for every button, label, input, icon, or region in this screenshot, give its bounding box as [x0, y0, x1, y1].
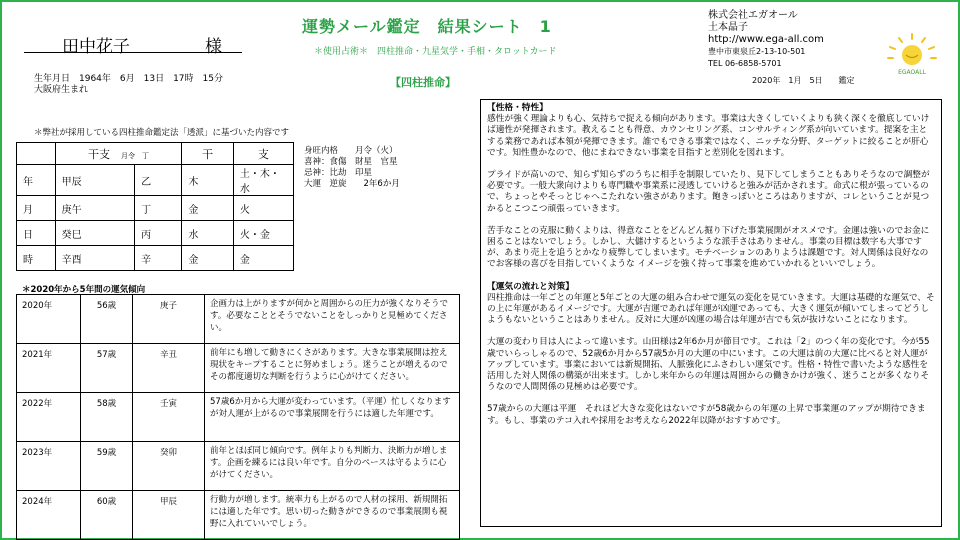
divination-methods: ＊使用占術＊ 四柱推命・九星気学・手相・タロットカード: [314, 47, 557, 57]
section-title: 【四柱推命】: [390, 76, 456, 89]
header-shi: 支: [233, 143, 293, 165]
pillar-row-day: 日 癸巳 丙 水 火・金: [17, 221, 294, 246]
sun-logo-icon: [884, 32, 940, 78]
fortune-row: 2023年 59歳 癸卯 前年とほぼ同じ傾向です。例年よりも判断力、決断力が増します。企画を練るには良い年です。自分のペースは守るように心がけてください。: [17, 442, 460, 491]
client-name: 田中花子: [62, 37, 130, 57]
fortune-flow-paragraph: 57歳からの大運は平運 それほど大きな変化はないですが58歳からの年運の上昇で事業運のアップが期待できます。もし、事業のテコ入れや採用をお考えなら2022年以降がおすすめです。: [487, 404, 926, 426]
personality-heading: 【性格・特性】: [487, 103, 548, 113]
company-info: [708, 10, 824, 70]
fortune-flow-heading: 【運気の流れと対策】: [487, 281, 574, 292]
birth-place: 大阪府生まれ: [34, 85, 89, 95]
pillar-info: 身旺内格 月令（火） 喜神：食傷 財星 官星 忌神：比劫 印星 大運 逆旋 2年6か月: [304, 146, 400, 189]
company-address: 豊中市東泉丘2-13-10-501: [708, 47, 806, 56]
personality-paragraph: プライドが高いので、知らず知らずのうちに相手を制限していたり、見下してしまうこともありそうなので調整が必要です。一般大衆向けよりも専門職や事業系に浸透していけると強みが活かされます。命式に根が張っているので、ちょっとやそっとじゃへこたれない強さがあります。飽きっぽいところはありますが、コレということが見つかるとこつこつ頑張っていきます。: [487, 170, 930, 214]
fortune-row: 2020年 56歳 庚子 企画力は上がりますが何かと周囲からの圧力が強くなりそうです。必要なこととそうでないことをしっかりと見極めてください。: [17, 295, 460, 344]
fortune-row: 2021年 57歳 辛丑 前年にも増して動きにくさがあります。大きな事業展開は控え現状をキープすることに努めましょう。迷うことが増えるのでその都度適切な判断を行うように心がけてください。: [17, 344, 460, 393]
birth-datetime: 生年月日 1964年 6月 13日 17時 15分: [34, 74, 223, 84]
honorific: 様: [205, 37, 222, 57]
four-pillars-table: [16, 142, 294, 271]
company-name: 株式会社エガオール: [708, 10, 798, 21]
fortune-row: 2024年 60歳 甲辰 行動力が増します。統率力も上がるので人材の採用、新規開拓には適した年です。思い切った動きができるので事業展開も視野に入れていいでしょう。: [17, 491, 460, 540]
method-note: ＊弊社が採用している四柱推命鑑定法「透派」に基づいた内容です: [34, 128, 290, 138]
personality-paragraph: 感性が強く理論よりも心、気持ちで捉える傾向があります。事業は大きくしていくよりも狭く深くを徹底していけば適性が発揮されます。教えることも得意、カウンセリング系、コンサルティング系が向いています。提案を主とする業務であれば本領が発揮できます。誰でもできる事業ではなく、ニッチな分野、ターゲットに絞ることが肝心です。知性豊かなので、他にまねできない事業を目指すと差別化を図れます。: [487, 114, 930, 158]
fortune-flow-paragraph: 四柱推命は一年ごとの年運と5年ごとの大運の組み合わせで運気の変化を見ていきます。大運は基礎的な運気で、その上に年運があるイメージです。大運が吉運であれば年運が凶運であっても、大きく運気が傾いてしまってどうしようもないということはありません。反対に大運が凶運の場合は年運が吉でも気が抜けないことになります。: [487, 292, 935, 326]
company-person: 土本晶子: [708, 22, 748, 33]
svg-text:EGAOALL: EGAOALL: [898, 69, 926, 76]
pillar-row-hour: 時 辛酉 辛 金 金: [17, 246, 294, 271]
personality-paragraph: 苦手なことの克服に動くよりは、得意なことをどんどん掘り下げた事業展開がオスメです。金運は強いのでお金に困ることはないでしょう。しかし、大儲けするというような派手さはありません。事業の目標は数字も大事ですが、あまり売上を追うとかなり疲弊してしまいます。モチベーションのありようは課題です。対人関係は良好なのでお客様の喜びを目指していくような イメージを強く持って事業を進めていかれるといいでしょう。: [487, 225, 930, 270]
pillar-header-row: [17, 143, 294, 165]
header-kan: 干: [182, 143, 234, 165]
company-tel: TEL 06-6858-5701: [708, 59, 782, 68]
sheet-title: 運勢メール鑑定 結果シート 1: [302, 17, 552, 36]
fortune-row: 2022年 58歳 壬寅 57歳6か月から大運が変わっています。（平運）忙しくなりますが対人運が上がるので事業展開を行うには適した年運です。: [17, 393, 460, 442]
pillar-row-month: 月 庚午 丁 金 火: [17, 196, 294, 221]
fortune-table-title: ＊2020年から5年間の運気傾向: [22, 285, 146, 295]
birth-info: [34, 74, 223, 96]
header-kanshi: 干支 月令 丁: [55, 143, 182, 165]
reading-date: 2020年 1月 5日 鑑定: [752, 76, 855, 85]
fortune-flow-paragraph: 大運の変わり目は人によって違います。山田様は2年6か月が節目です。これは「2」のつく年の変化です。今が55歳でいらっしゃるので、52歳6か月から57歳5か月の大運の中にいます。この大運は前の大運に比べると対人運がアップしています。事業においては新規開拓、人脈強化にふさわしい運気です。性格・特性で書いたような感性を活用した対人関係の構築が出来ます。しかし来年からの年運は周囲からの働きかけが強く、迷うことが多くなりそうなので人間関係の見極めは必要です。: [487, 337, 930, 393]
company-url[interactable]: http://www.ega-all.com: [708, 34, 824, 45]
reading-text-panel: [480, 99, 942, 527]
fortune-table: [16, 294, 460, 540]
pillar-row-year: 年 甲辰 乙 木 土・木・水: [17, 165, 294, 196]
